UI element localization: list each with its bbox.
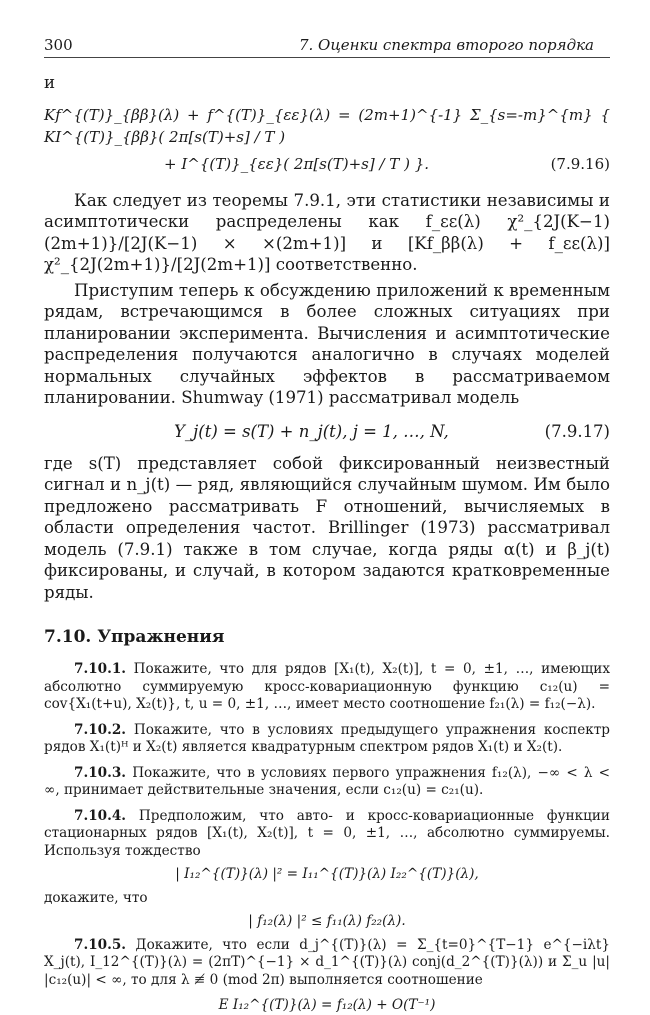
- exercise-5: [44, 937, 610, 990]
- equation-7-9-17: Y_j(t) = s(T) + n_j(t), j = 1, …, N,: [174, 421, 449, 441]
- exercise-1: [44, 661, 610, 714]
- page-number: 300: [44, 36, 73, 54]
- exercise-2: [44, 722, 610, 757]
- exercise-4-inequality: | f₁₂(λ) |² ≤ f₁₁(λ) f₂₂(λ).: [248, 913, 406, 929]
- exercise-1-text: Покажите, что для рядов [X₁(t), X₂(t)], t = 0, ±1, …, имеющих абсолютно суммируемую кросс-ковариационную функцию c₁₂(u) = cov{X₁(t+u), X₂(t)}, t, u = 0, ±1, …, имеет место соотношение f₂₁(λ) = f₁₂(−λ).: [44, 661, 610, 712]
- exercise-4: [44, 808, 610, 861]
- equation-7-9-16-line2: + I^{(T)}_{εε}( 2π[s(T)+s] / T ) }.: [164, 154, 430, 173]
- paragraph-signal-model: где s(T) представляет собой фиксированный неизвестный сигнал и n_j(t) — ряд, являющийся случайным шумом. Им было предложено рассматривать F отношений, вычисляемых в области определения частот. Brillinger (1973) рассматривал модель (7.9.1) также в том случае, когда ряды α(t) и β_j(t) фиксированы, и случай, в котором задаются кратковременные ряды.: [44, 453, 610, 602]
- exercise-2-text: Покажите, что в условиях предыдущего упражнения коспектр рядов X₁(t)ᴴ и X₂(t) является квадратурным спектром рядов X₁(t) и X₂(t).: [44, 721, 611, 755]
- paragraph-statistics: Как следует из теоремы 7.9.1, эти статистики независимы и асимптотически распределены как f_εε(λ) χ²_{2J(K−1)(2m+1)}/[2J(K−1) × ×(2m+1)] и [Kf_ββ(λ) + f_εε(λ)] χ²_{2J(2m+1)}/[2J(2m+1)] соответственно.: [44, 190, 610, 274]
- exercise-4-label: 7.10.4.: [74, 807, 127, 824]
- conjunction-and: и: [44, 73, 56, 92]
- equation-7-9-16-number: (7.9.16): [550, 154, 610, 173]
- main-text: [44, 72, 610, 603]
- exercises-list: [44, 661, 610, 1015]
- exercise-3-text: Покажите, что в условиях первого упражнения f₁₂(λ), −∞ < λ < ∞, принимает действительные значения, если c₁₂(u) = c₂₁(u).: [44, 764, 610, 798]
- equation-7-9-17-number: (7.9.17): [544, 421, 610, 441]
- exercise-3: [44, 765, 610, 800]
- paragraph-applications: Приступим теперь к обсуждению приложений к временным рядам, встречающимся в более сложных ситуациях при планировании эксперимента. Вычисления и асимптотические распределения получаются аналогично в случаях моделей нормальных случайных эффектов в рассматриваемом планировании. Shumway (1971) рассматривал модель: [44, 280, 610, 407]
- exercise-4-identity: | I₁₂^{(T)}(λ) |² = I₁₁^{(T)}(λ) I₂₂^{(T)}(λ),: [175, 866, 479, 882]
- equation-7-9-16-line1: Kf^{(T)}_{ββ}(λ) + f^{(T)}_{εε}(λ) = (2m+1)^{-1} Σ_{s=-m}^{m} { KI^{(T)}_{ββ}( 2π[s(T)+s] / T ): [44, 105, 610, 146]
- exercise-5-result: E I₁₂^{(T)}(λ) = f₁₂(λ) + O(T⁻¹): [218, 997, 436, 1013]
- exercise-4-prove: докажите, что: [44, 889, 148, 906]
- exercise-5-text: Докажите, что если d_j^{(T)}(λ) = Σ_{t=0}^{T−1} e^{−iλt} X_j(t), I_12^{(T)}(λ) = (2πT)^{−1} × d_1^{(T)}(λ) conj(d_2^{(T)}(λ)) и Σ_u |u| |c₁₂(u)| < ∞, то для λ ≢ 0 (mod 2π) выполняется соотношение: [44, 936, 610, 988]
- chapter-title: 7. Оценки спектра второго порядка: [298, 36, 594, 54]
- section-heading: 7.10. Упражнения: [44, 627, 225, 647]
- exercise-4-text: Предположим, что авто- и кросс-ковариационные функции стационарных рядов [X₁(t), X₂(t)], t = 0, ±1, …, абсолютно суммируемы. Используя тождество: [44, 807, 610, 859]
- running-header: [44, 36, 610, 58]
- exercise-1-label: 7.10.1.: [74, 661, 127, 677]
- exercise-5-label: 7.10.5.: [74, 936, 127, 953]
- exercise-3-label: 7.10.3.: [74, 764, 127, 781]
- exercise-2-label: 7.10.2.: [74, 721, 127, 738]
- book-page: [44, 36, 610, 1015]
